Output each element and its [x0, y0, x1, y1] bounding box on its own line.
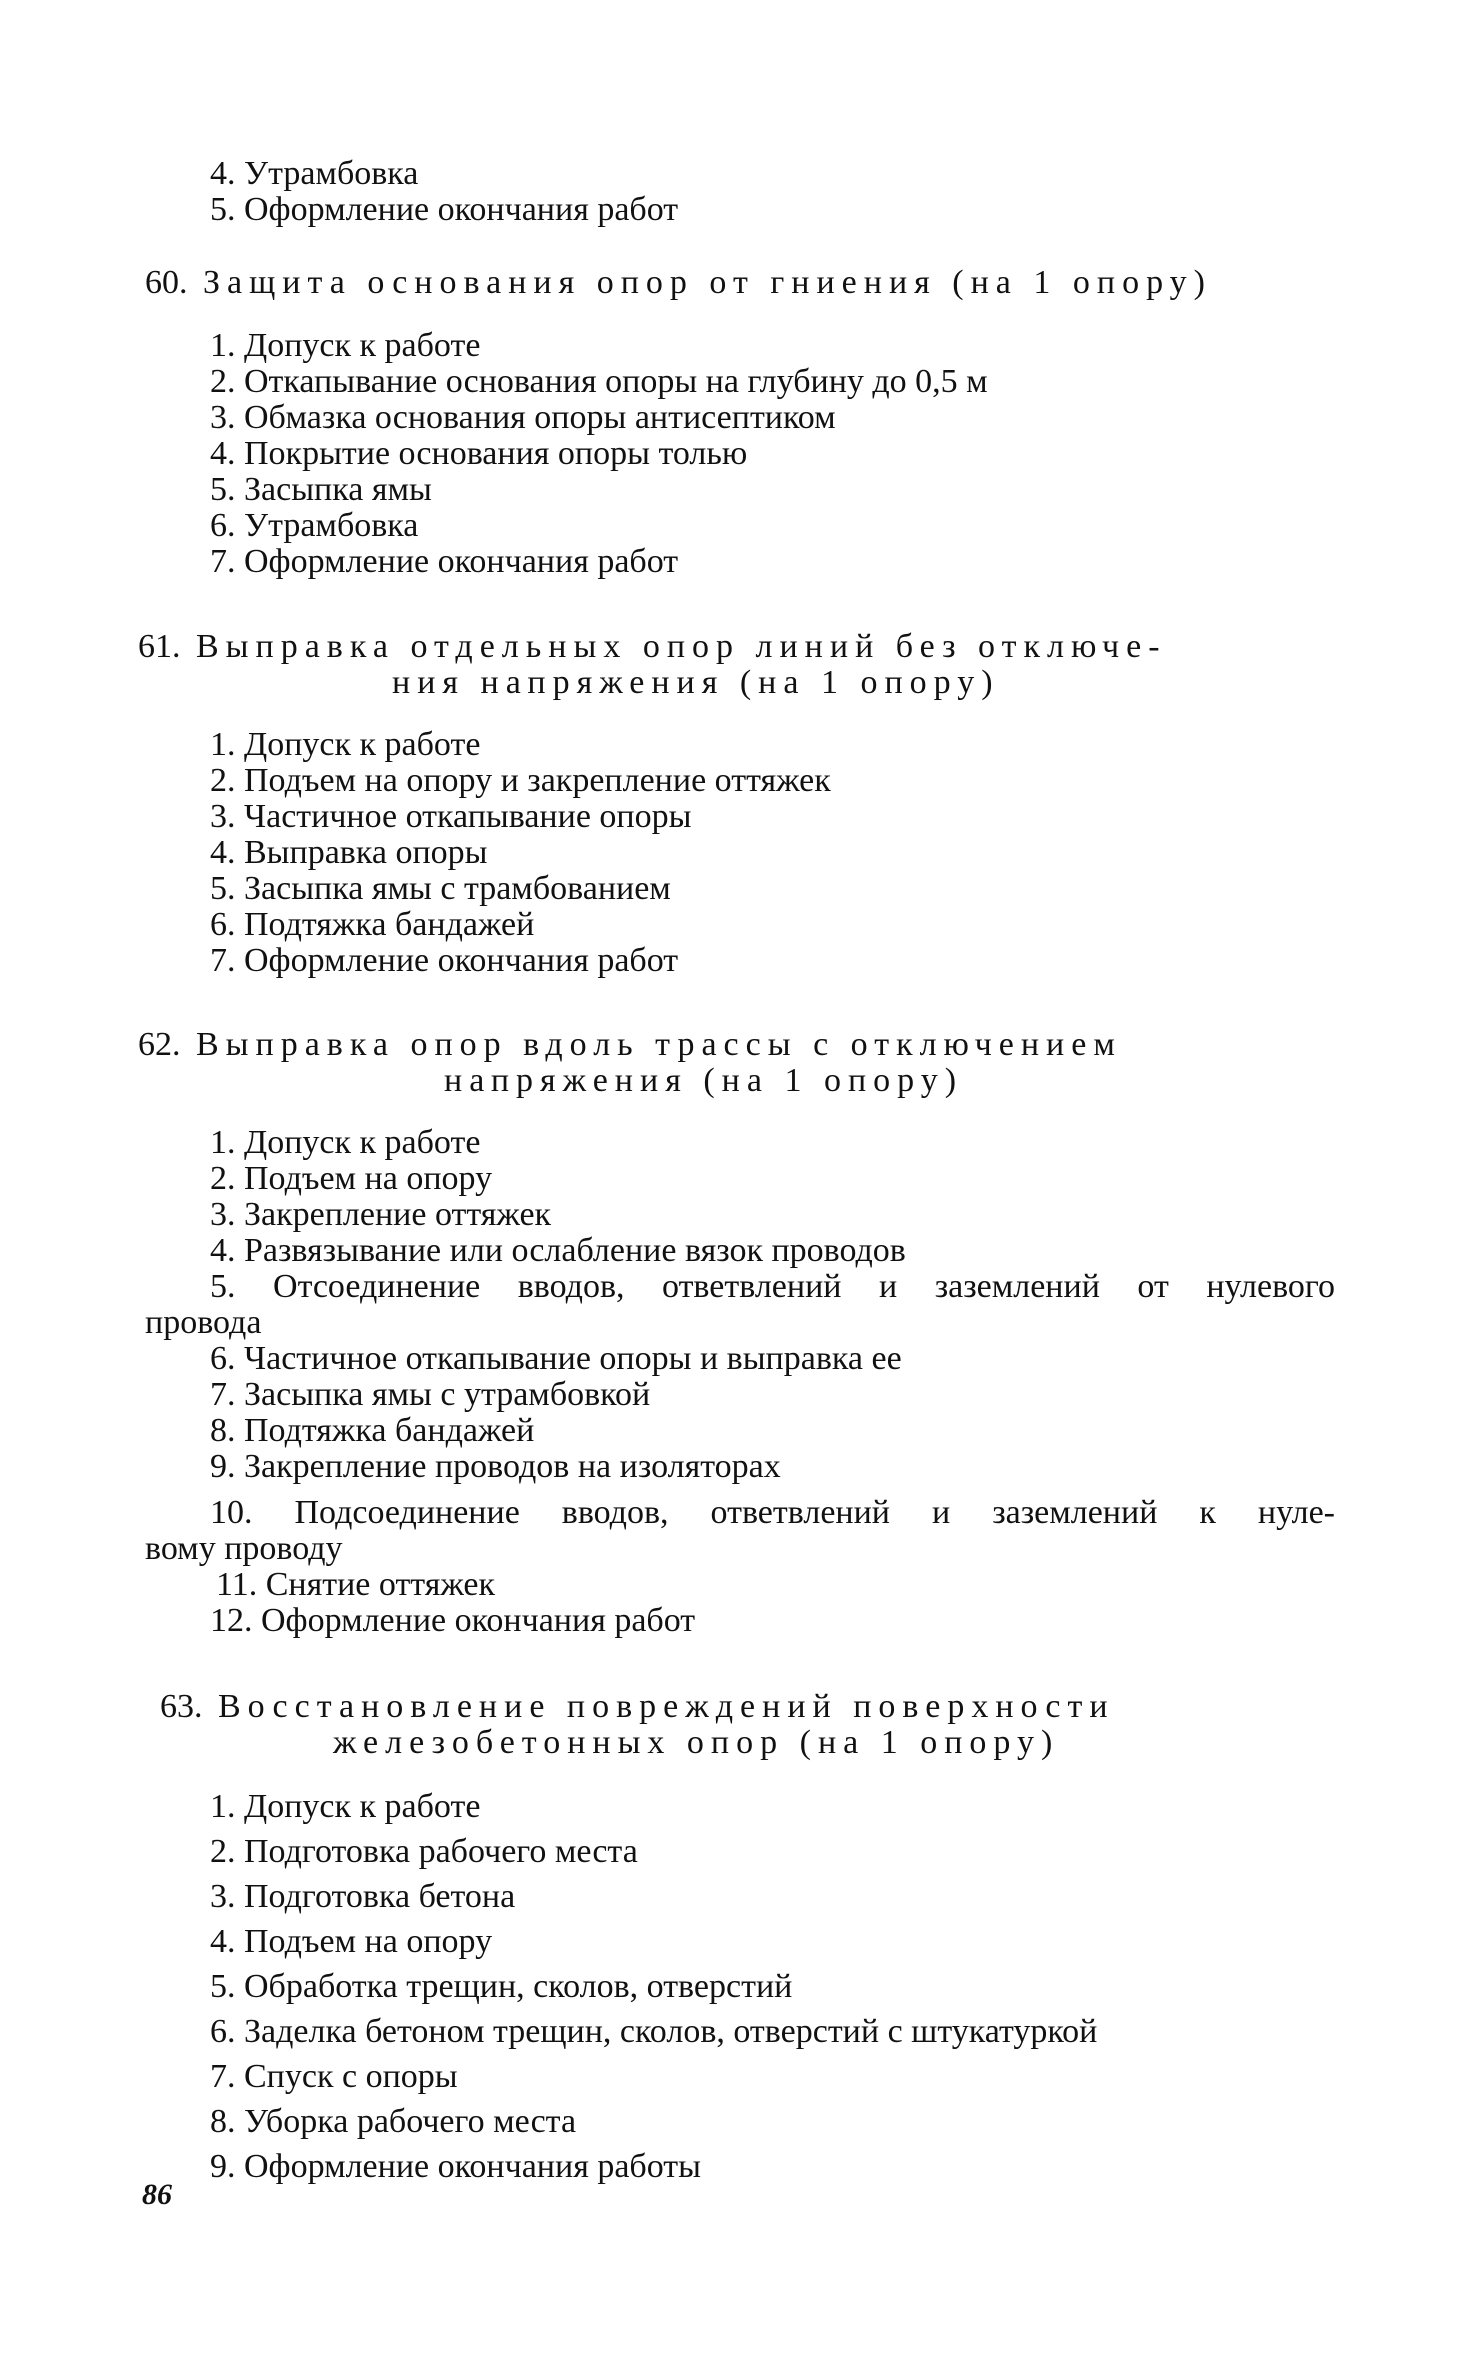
section-number: 61. [138, 628, 181, 665]
list-item: 6. Утрамбовка [210, 507, 419, 544]
list-item: 1. Допуск к работе [210, 1124, 481, 1161]
list-item: 5. Засыпка ямы с трамбованием [210, 870, 671, 907]
list-item: 4. Выправка опоры [210, 834, 488, 871]
list-item: 6. Частичное откапывание опоры и выправка ее [210, 1340, 902, 1377]
list-item: 4. Утрамбовка [210, 155, 419, 192]
section-number: 60. [145, 264, 188, 301]
list-item: 8. Подтяжка бандажей [210, 1412, 535, 1449]
section-title: Защита основания опор от гниения (на 1 опору) [203, 264, 1212, 301]
list-item: 6. Заделка бетоном трещин, сколов, отверстий с штукатуркой [210, 2013, 1098, 2050]
list-item: 7. Оформление окончания работ [210, 543, 679, 580]
list-item: 7. Оформление окончания работ [210, 942, 679, 979]
section-heading [138, 1026, 1122, 1064]
list-item: 3. Частичное откапывание опоры [210, 798, 692, 835]
list-item: 5. Отсоединение вводов, ответвлений и заземлений от нулевого [210, 1268, 1335, 1305]
list-item: 2. Подготовка рабочего места [210, 1833, 638, 1870]
list-item: 3. Закрепление оттяжек [210, 1196, 552, 1233]
list-item: 2. Откапывание основания опоры на глубину до 0,5 м [210, 363, 988, 400]
list-item: 2. Подъем на опору и закрепление оттяжек [210, 762, 831, 799]
list-item: 7. Засыпка ямы с утрамбовкой [210, 1376, 651, 1413]
list-item: 11. Снятие оттяжек [216, 1566, 496, 1603]
list-item: 12. Оформление окончания работ [210, 1602, 696, 1639]
list-item: 4. Подъем на опору [210, 1923, 493, 1960]
list-item: 4. Покрытие основания опоры толью [210, 435, 748, 472]
list-item: 10. Подсоединение вводов, ответвлений и заземлений к нуле- [210, 1494, 1335, 1531]
section-title-line: Выправка отдельных опор линий без отключе- [196, 628, 1167, 665]
section-title-line: ния напряжения (на 1 опору) [392, 664, 1000, 701]
section-number: 62. [138, 1026, 181, 1063]
list-item: 9. Закрепление проводов на изоляторах [210, 1448, 781, 1485]
list-item: 3. Подготовка бетона [210, 1878, 516, 1915]
list-item: 5. Обработка трещин, сколов, отверстий [210, 1968, 793, 2005]
list-item: 2. Подъем на опору [210, 1160, 493, 1197]
list-item: 9. Оформление окончания работы [210, 2148, 701, 2185]
list-item: 5. Засыпка ямы [210, 471, 432, 508]
section-title-line: железобетонных опор (на 1 опору) [333, 1724, 1060, 1761]
page-number: 86 [142, 2178, 172, 2211]
section-heading [160, 1688, 1115, 1726]
section-heading [145, 264, 1212, 302]
list-item: 4. Развязывание или ослабление вязок проводов [210, 1232, 906, 1269]
section-title-line: Выправка опор вдоль трассы с отключением [196, 1026, 1122, 1063]
list-item-continuation: вому проводу [145, 1530, 343, 1567]
list-item: 1. Допуск к работе [210, 1788, 481, 1825]
section-title-line: напряжения (на 1 опору) [444, 1062, 964, 1099]
list-item: 1. Допуск к работе [210, 327, 481, 364]
list-item: 7. Спуск с опоры [210, 2058, 458, 2095]
list-item: 5. Оформление окончания работ [210, 191, 679, 228]
section-number: 63. [160, 1688, 203, 1725]
list-item-continuation: провода [145, 1304, 262, 1341]
list-item: 6. Подтяжка бандажей [210, 906, 535, 943]
list-item: 8. Уборка рабочего места [210, 2103, 577, 2140]
section-title-line: Восстановление повреждений поверхности [218, 1688, 1115, 1725]
list-item: 3. Обмазка основания опоры антисептиком [210, 399, 836, 436]
list-item: 1. Допуск к работе [210, 726, 481, 763]
section-heading [138, 628, 1167, 666]
